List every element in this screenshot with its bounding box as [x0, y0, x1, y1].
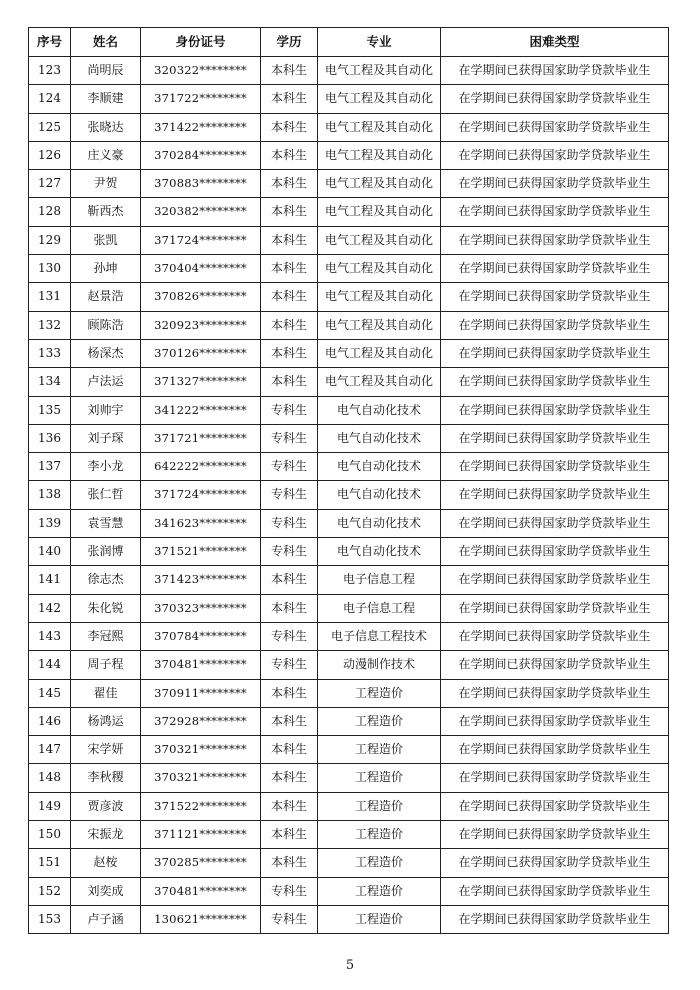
- cell-id-number: 370284********: [141, 141, 261, 169]
- cell-major: 电子信息工程: [318, 566, 441, 594]
- cell-difficulty-type: 在学期间已获得国家助学贷款毕业生: [441, 85, 669, 113]
- cell-name: 张仁哲: [71, 481, 141, 509]
- table-header-row: [29, 28, 669, 57]
- cell-education: 本科生: [261, 198, 318, 226]
- cell-major: 电气工程及其自动化: [318, 113, 441, 141]
- cell-education: 本科生: [261, 594, 318, 622]
- cell-name: 宋学妍: [71, 736, 141, 764]
- cell-id-number: 371121********: [141, 821, 261, 849]
- table-row: [29, 707, 669, 735]
- cell-difficulty-type: 在学期间已获得国家助学贷款毕业生: [441, 57, 669, 85]
- cell-serial-number: 128: [29, 198, 71, 226]
- table-row: [29, 170, 669, 198]
- cell-serial-number: 150: [29, 821, 71, 849]
- cell-difficulty-type: 在学期间已获得国家助学贷款毕业生: [441, 679, 669, 707]
- cell-difficulty-type: 在学期间已获得国家助学贷款毕业生: [441, 736, 669, 764]
- table-row: [29, 481, 669, 509]
- cell-name: 张凯: [71, 226, 141, 254]
- cell-education: 专科生: [261, 651, 318, 679]
- cell-serial-number: 123: [29, 57, 71, 85]
- cell-major: 工程造价: [318, 679, 441, 707]
- student-roster-table: [28, 27, 669, 934]
- cell-name: 杨鸿运: [71, 707, 141, 735]
- cell-id-number: 370784********: [141, 622, 261, 650]
- cell-name: 卢法运: [71, 368, 141, 396]
- cell-major: 电子信息工程: [318, 594, 441, 622]
- cell-id-number: 370481********: [141, 651, 261, 679]
- table-row: [29, 905, 669, 933]
- cell-name: 李顺建: [71, 85, 141, 113]
- cell-name: 顾陈浩: [71, 311, 141, 339]
- cell-difficulty-type: 在学期间已获得国家助学贷款毕业生: [441, 170, 669, 198]
- header-id-number: 身份证号: [141, 28, 261, 57]
- cell-major: 动漫制作技术: [318, 651, 441, 679]
- cell-major: 电气自动化技术: [318, 481, 441, 509]
- cell-id-number: 370826********: [141, 283, 261, 311]
- cell-difficulty-type: 在学期间已获得国家助学贷款毕业生: [441, 396, 669, 424]
- cell-serial-number: 132: [29, 311, 71, 339]
- table-body: [29, 57, 669, 934]
- table-row: [29, 283, 669, 311]
- cell-name: 朱化锐: [71, 594, 141, 622]
- cell-difficulty-type: 在学期间已获得国家助学贷款毕业生: [441, 113, 669, 141]
- cell-education: 本科生: [261, 141, 318, 169]
- cell-education: 专科生: [261, 509, 318, 537]
- cell-major: 电子信息工程技术: [318, 622, 441, 650]
- cell-major: 电气自动化技术: [318, 453, 441, 481]
- cell-id-number: 341222********: [141, 396, 261, 424]
- cell-name: 徐志杰: [71, 566, 141, 594]
- table-row: [29, 877, 669, 905]
- table-row: [29, 821, 669, 849]
- cell-difficulty-type: 在学期间已获得国家助学贷款毕业生: [441, 198, 669, 226]
- table-row: [29, 764, 669, 792]
- table-row: [29, 566, 669, 594]
- cell-major: 电气工程及其自动化: [318, 85, 441, 113]
- cell-name: 刘子琛: [71, 424, 141, 452]
- cell-difficulty-type: 在学期间已获得国家助学贷款毕业生: [441, 368, 669, 396]
- cell-serial-number: 149: [29, 792, 71, 820]
- cell-major: 电气工程及其自动化: [318, 339, 441, 367]
- header-name: 姓名: [71, 28, 141, 57]
- cell-education: 本科生: [261, 849, 318, 877]
- cell-difficulty-type: 在学期间已获得国家助学贷款毕业生: [441, 255, 669, 283]
- cell-name: 袁雪慧: [71, 509, 141, 537]
- cell-id-number: 371522********: [141, 792, 261, 820]
- cell-serial-number: 146: [29, 707, 71, 735]
- cell-id-number: 370481********: [141, 877, 261, 905]
- cell-name: 张润博: [71, 538, 141, 566]
- cell-education: 本科生: [261, 707, 318, 735]
- cell-education: 本科生: [261, 792, 318, 820]
- cell-name: 尚明辰: [71, 57, 141, 85]
- cell-serial-number: 142: [29, 594, 71, 622]
- cell-id-number: 370883********: [141, 170, 261, 198]
- cell-difficulty-type: 在学期间已获得国家助学贷款毕业生: [441, 594, 669, 622]
- cell-difficulty-type: 在学期间已获得国家助学贷款毕业生: [441, 509, 669, 537]
- cell-name: 翟佳: [71, 679, 141, 707]
- cell-serial-number: 153: [29, 905, 71, 933]
- cell-name: 李冠熙: [71, 622, 141, 650]
- cell-major: 工程造价: [318, 736, 441, 764]
- table-row: [29, 849, 669, 877]
- cell-name: 周子程: [71, 651, 141, 679]
- cell-name: 李秋稷: [71, 764, 141, 792]
- cell-major: 工程造价: [318, 764, 441, 792]
- table-row: [29, 679, 669, 707]
- cell-serial-number: 152: [29, 877, 71, 905]
- cell-major: 电气工程及其自动化: [318, 141, 441, 169]
- cell-name: 尹贺: [71, 170, 141, 198]
- cell-difficulty-type: 在学期间已获得国家助学贷款毕业生: [441, 424, 669, 452]
- cell-education: 本科生: [261, 255, 318, 283]
- cell-education: 本科生: [261, 821, 318, 849]
- cell-education: 专科生: [261, 424, 318, 452]
- cell-id-number: 370404********: [141, 255, 261, 283]
- cell-difficulty-type: 在学期间已获得国家助学贷款毕业生: [441, 481, 669, 509]
- cell-major: 工程造价: [318, 792, 441, 820]
- cell-serial-number: 139: [29, 509, 71, 537]
- cell-id-number: 320382********: [141, 198, 261, 226]
- cell-name: 刘奕成: [71, 877, 141, 905]
- cell-difficulty-type: 在学期间已获得国家助学贷款毕业生: [441, 141, 669, 169]
- cell-education: 专科生: [261, 622, 318, 650]
- cell-education: 本科生: [261, 736, 318, 764]
- cell-education: 本科生: [261, 764, 318, 792]
- table-row: [29, 396, 669, 424]
- cell-education: 本科生: [261, 679, 318, 707]
- cell-id-number: 370321********: [141, 736, 261, 764]
- cell-serial-number: 145: [29, 679, 71, 707]
- cell-major: 工程造价: [318, 849, 441, 877]
- cell-difficulty-type: 在学期间已获得国家助学贷款毕业生: [441, 311, 669, 339]
- cell-difficulty-type: 在学期间已获得国家助学贷款毕业生: [441, 622, 669, 650]
- cell-name: 宋振龙: [71, 821, 141, 849]
- table-row: [29, 594, 669, 622]
- cell-serial-number: 135: [29, 396, 71, 424]
- cell-difficulty-type: 在学期间已获得国家助学贷款毕业生: [441, 538, 669, 566]
- cell-education: 专科生: [261, 396, 318, 424]
- cell-education: 本科生: [261, 113, 318, 141]
- cell-serial-number: 130: [29, 255, 71, 283]
- table-row: [29, 651, 669, 679]
- cell-difficulty-type: 在学期间已获得国家助学贷款毕业生: [441, 651, 669, 679]
- cell-name: 贾彦波: [71, 792, 141, 820]
- cell-name: 杨深杰: [71, 339, 141, 367]
- cell-education: 专科生: [261, 538, 318, 566]
- cell-serial-number: 143: [29, 622, 71, 650]
- cell-name: 张晓达: [71, 113, 141, 141]
- cell-difficulty-type: 在学期间已获得国家助学贷款毕业生: [441, 877, 669, 905]
- cell-education: 本科生: [261, 311, 318, 339]
- cell-name: 靳西杰: [71, 198, 141, 226]
- cell-serial-number: 148: [29, 764, 71, 792]
- table-row: [29, 453, 669, 481]
- cell-name: 李小龙: [71, 453, 141, 481]
- cell-serial-number: 137: [29, 453, 71, 481]
- table-row: [29, 255, 669, 283]
- table-row: [29, 509, 669, 537]
- cell-id-number: 370323********: [141, 594, 261, 622]
- cell-serial-number: 151: [29, 849, 71, 877]
- cell-id-number: 371721********: [141, 424, 261, 452]
- cell-id-number: 370285********: [141, 849, 261, 877]
- table-row: [29, 538, 669, 566]
- cell-name: 卢子涵: [71, 905, 141, 933]
- cell-serial-number: 125: [29, 113, 71, 141]
- cell-major: 电气自动化技术: [318, 396, 441, 424]
- cell-education: 专科生: [261, 453, 318, 481]
- page-number: 5: [345, 958, 355, 973]
- cell-education: 专科生: [261, 905, 318, 933]
- cell-education: 本科生: [261, 170, 318, 198]
- header-major: 专业: [318, 28, 441, 57]
- cell-serial-number: 134: [29, 368, 71, 396]
- cell-name: 刘帅宇: [71, 396, 141, 424]
- cell-difficulty-type: 在学期间已获得国家助学贷款毕业生: [441, 226, 669, 254]
- cell-major: 电气自动化技术: [318, 538, 441, 566]
- cell-education: 专科生: [261, 481, 318, 509]
- cell-major: 电气工程及其自动化: [318, 311, 441, 339]
- cell-serial-number: 147: [29, 736, 71, 764]
- cell-id-number: 371327********: [141, 368, 261, 396]
- cell-id-number: 371722********: [141, 85, 261, 113]
- cell-serial-number: 126: [29, 141, 71, 169]
- table-row: [29, 113, 669, 141]
- cell-name: 孙坤: [71, 255, 141, 283]
- cell-education: 本科生: [261, 566, 318, 594]
- cell-difficulty-type: 在学期间已获得国家助学贷款毕业生: [441, 792, 669, 820]
- cell-id-number: 642222********: [141, 453, 261, 481]
- cell-major: 电气工程及其自动化: [318, 170, 441, 198]
- cell-major: 电气工程及其自动化: [318, 283, 441, 311]
- cell-difficulty-type: 在学期间已获得国家助学贷款毕业生: [441, 764, 669, 792]
- table-row: [29, 57, 669, 85]
- header-education: 学历: [261, 28, 318, 57]
- cell-education: 本科生: [261, 368, 318, 396]
- cell-name: 赵桉: [71, 849, 141, 877]
- table-row: [29, 198, 669, 226]
- cell-major: 电气工程及其自动化: [318, 368, 441, 396]
- header-serial-number: 序号: [29, 28, 71, 57]
- table-row: [29, 85, 669, 113]
- cell-difficulty-type: 在学期间已获得国家助学贷款毕业生: [441, 339, 669, 367]
- cell-education: 本科生: [261, 283, 318, 311]
- cell-difficulty-type: 在学期间已获得国家助学贷款毕业生: [441, 821, 669, 849]
- cell-major: 电气工程及其自动化: [318, 57, 441, 85]
- table-row: [29, 368, 669, 396]
- cell-id-number: 371724********: [141, 481, 261, 509]
- cell-name: 庄义豪: [71, 141, 141, 169]
- cell-id-number: 320322********: [141, 57, 261, 85]
- cell-major: 工程造价: [318, 821, 441, 849]
- cell-serial-number: 140: [29, 538, 71, 566]
- cell-difficulty-type: 在学期间已获得国家助学贷款毕业生: [441, 849, 669, 877]
- cell-education: 本科生: [261, 339, 318, 367]
- cell-difficulty-type: 在学期间已获得国家助学贷款毕业生: [441, 453, 669, 481]
- cell-major: 工程造价: [318, 905, 441, 933]
- table-row: [29, 424, 669, 452]
- cell-id-number: 370911********: [141, 679, 261, 707]
- cell-serial-number: 131: [29, 283, 71, 311]
- cell-difficulty-type: 在学期间已获得国家助学贷款毕业生: [441, 905, 669, 933]
- cell-serial-number: 141: [29, 566, 71, 594]
- cell-id-number: 371724********: [141, 226, 261, 254]
- table-row: [29, 792, 669, 820]
- cell-education: 本科生: [261, 226, 318, 254]
- cell-major: 电气自动化技术: [318, 424, 441, 452]
- cell-education: 本科生: [261, 85, 318, 113]
- cell-serial-number: 124: [29, 85, 71, 113]
- cell-major: 工程造价: [318, 877, 441, 905]
- cell-major: 电气自动化技术: [318, 509, 441, 537]
- table-row: [29, 141, 669, 169]
- cell-id-number: 320923********: [141, 311, 261, 339]
- cell-id-number: 371422********: [141, 113, 261, 141]
- cell-serial-number: 144: [29, 651, 71, 679]
- cell-id-number: 371423********: [141, 566, 261, 594]
- cell-name: 赵景浩: [71, 283, 141, 311]
- cell-education: 本科生: [261, 57, 318, 85]
- cell-major: 电气工程及其自动化: [318, 226, 441, 254]
- cell-serial-number: 133: [29, 339, 71, 367]
- cell-serial-number: 138: [29, 481, 71, 509]
- cell-difficulty-type: 在学期间已获得国家助学贷款毕业生: [441, 566, 669, 594]
- table-row: [29, 736, 669, 764]
- table-row: [29, 339, 669, 367]
- cell-serial-number: 129: [29, 226, 71, 254]
- cell-serial-number: 136: [29, 424, 71, 452]
- cell-serial-number: 127: [29, 170, 71, 198]
- cell-id-number: 370126********: [141, 339, 261, 367]
- header-difficulty-type: 困难类型: [441, 28, 669, 57]
- cell-major: 工程造价: [318, 707, 441, 735]
- cell-difficulty-type: 在学期间已获得国家助学贷款毕业生: [441, 283, 669, 311]
- table-row: [29, 226, 669, 254]
- cell-major: 电气工程及其自动化: [318, 255, 441, 283]
- cell-major: 电气工程及其自动化: [318, 198, 441, 226]
- cell-id-number: 371521********: [141, 538, 261, 566]
- cell-id-number: 372928********: [141, 707, 261, 735]
- table-row: [29, 622, 669, 650]
- cell-id-number: 370321********: [141, 764, 261, 792]
- cell-difficulty-type: 在学期间已获得国家助学贷款毕业生: [441, 707, 669, 735]
- cell-id-number: 130621********: [141, 905, 261, 933]
- table-row: [29, 311, 669, 339]
- cell-id-number: 341623********: [141, 509, 261, 537]
- cell-education: 专科生: [261, 877, 318, 905]
